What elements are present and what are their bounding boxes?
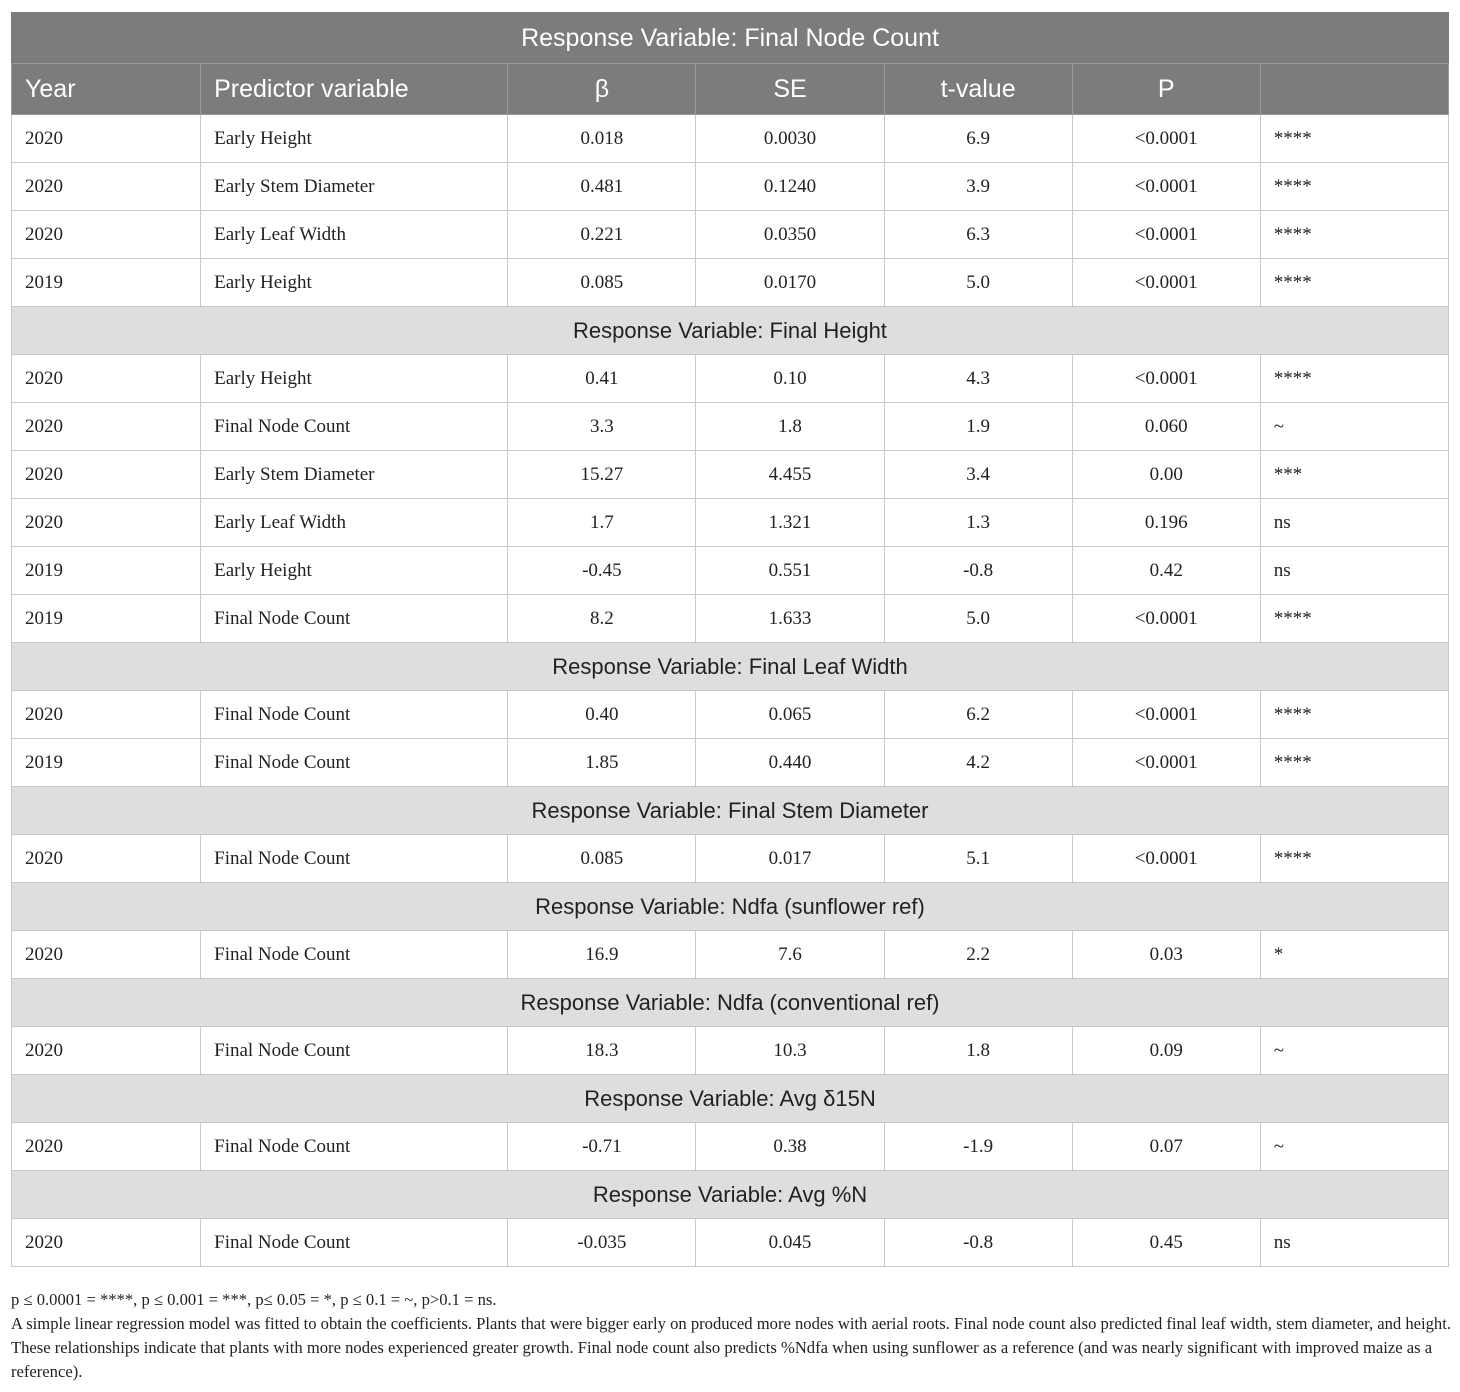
- section-response-label: Response Variable: Final Height: [12, 307, 1449, 355]
- year-cell: 2019: [12, 259, 201, 307]
- beta-cell: 8.2: [508, 595, 696, 643]
- p-cell: <0.0001: [1072, 163, 1260, 211]
- t-value-cell: 5.1: [884, 835, 1072, 883]
- t-value-cell: 1.3: [884, 499, 1072, 547]
- table-row: [12, 547, 1449, 595]
- section-response-label: Response Variable: Avg %N: [12, 1171, 1449, 1219]
- t-value-cell: -0.8: [884, 1219, 1072, 1267]
- section-header-row: [12, 1171, 1449, 1219]
- significance-cell: ~: [1260, 1027, 1448, 1075]
- section-response-label: Response Variable: Avg δ15N: [12, 1075, 1449, 1123]
- significance-cell: ****: [1260, 259, 1448, 307]
- predictor-cell: Final Node Count: [201, 1123, 508, 1171]
- se-cell: 0.0030: [696, 115, 884, 163]
- table-row: [12, 739, 1449, 787]
- t-value-cell: 5.0: [884, 595, 1072, 643]
- table-title-row: [12, 13, 1449, 64]
- t-value-cell: 1.9: [884, 403, 1072, 451]
- se-cell: 10.3: [696, 1027, 884, 1075]
- p-cell: <0.0001: [1072, 115, 1260, 163]
- p-cell: 0.196: [1072, 499, 1260, 547]
- se-cell: 0.38: [696, 1123, 884, 1171]
- t-value-cell: 1.8: [884, 1027, 1072, 1075]
- se-cell: 0.0170: [696, 259, 884, 307]
- table-notes: [11, 1288, 1451, 1384]
- table-row: [12, 115, 1449, 163]
- section-header-row: [12, 787, 1449, 835]
- predictor-cell: Final Node Count: [201, 835, 508, 883]
- section-header-row: [12, 1075, 1449, 1123]
- predictor-cell: Early Height: [201, 355, 508, 403]
- year-cell: 2020: [12, 163, 201, 211]
- table-caption: A simple linear regression model was fitted to obtain the coefficients. Plants that were bigger early on produced more nodes with aerial roots. Final node count also predicted final leaf width, stem diameter, and height. These relationships indicate that plants with more nodes experienced greater growth. Final node count also predicts %Ndfa when using sunflower as a reference (and was nearly significant with improved maize as a reference).: [11, 1314, 1451, 1381]
- table-row: [12, 1027, 1449, 1075]
- table-row: [12, 355, 1449, 403]
- t-value-cell: -0.8: [884, 547, 1072, 595]
- se-cell: 0.10: [696, 355, 884, 403]
- p-cell: 0.00: [1072, 451, 1260, 499]
- beta-cell: 18.3: [508, 1027, 696, 1075]
- table-row: [12, 595, 1449, 643]
- year-cell: 2020: [12, 1027, 201, 1075]
- table-row: [12, 1123, 1449, 1171]
- p-cell: <0.0001: [1072, 595, 1260, 643]
- beta-cell: 0.085: [508, 259, 696, 307]
- table-row: [12, 691, 1449, 739]
- section-header-row: [12, 883, 1449, 931]
- significance-cell: ****: [1260, 835, 1448, 883]
- beta-cell: 1.85: [508, 739, 696, 787]
- p-cell: 0.09: [1072, 1027, 1260, 1075]
- beta-cell: 3.3: [508, 403, 696, 451]
- significance-cell: *: [1260, 931, 1448, 979]
- section-header-row: [12, 643, 1449, 691]
- p-cell: 0.07: [1072, 1123, 1260, 1171]
- p-cell: <0.0001: [1072, 691, 1260, 739]
- header-t-value: t-value: [884, 64, 1072, 115]
- predictor-cell: Final Node Count: [201, 931, 508, 979]
- significance-cell: ****: [1260, 691, 1448, 739]
- beta-cell: 0.481: [508, 163, 696, 211]
- se-cell: 0.065: [696, 691, 884, 739]
- p-cell: <0.0001: [1072, 739, 1260, 787]
- header-se: SE: [696, 64, 884, 115]
- predictor-cell: Early Height: [201, 547, 508, 595]
- year-cell: 2020: [12, 1123, 201, 1171]
- section-header-row: [12, 307, 1449, 355]
- predictor-cell: Final Node Count: [201, 595, 508, 643]
- significance-cell: ns: [1260, 547, 1448, 595]
- p-cell: <0.0001: [1072, 355, 1260, 403]
- table-row: [12, 211, 1449, 259]
- se-cell: 0.551: [696, 547, 884, 595]
- t-value-cell: 6.3: [884, 211, 1072, 259]
- p-cell: <0.0001: [1072, 835, 1260, 883]
- beta-cell: -0.035: [508, 1219, 696, 1267]
- section-response-label: Response Variable: Final Stem Diameter: [12, 787, 1449, 835]
- significance-cell: ****: [1260, 739, 1448, 787]
- table-row: [12, 835, 1449, 883]
- predictor-cell: Final Node Count: [201, 403, 508, 451]
- year-cell: 2020: [12, 451, 201, 499]
- t-value-cell: 6.2: [884, 691, 1072, 739]
- column-header-row: [12, 64, 1449, 115]
- se-cell: 1.8: [696, 403, 884, 451]
- beta-cell: 0.018: [508, 115, 696, 163]
- se-cell: 0.045: [696, 1219, 884, 1267]
- year-cell: 2019: [12, 595, 201, 643]
- se-cell: 7.6: [696, 931, 884, 979]
- significance-legend: p ≤ 0.0001 = ****, p ≤ 0.001 = ***, p≤ 0.05 = *, p ≤ 0.1 = ~, p>0.1 = ns.: [11, 1290, 497, 1309]
- predictor-cell: Early Leaf Width: [201, 499, 508, 547]
- table-row: [12, 403, 1449, 451]
- beta-cell: 0.41: [508, 355, 696, 403]
- beta-cell: 0.221: [508, 211, 696, 259]
- predictor-cell: Final Node Count: [201, 1219, 508, 1267]
- p-cell: <0.0001: [1072, 259, 1260, 307]
- table-title: Response Variable: Final Node Count: [12, 13, 1449, 64]
- significance-cell: ****: [1260, 163, 1448, 211]
- significance-cell: ***: [1260, 451, 1448, 499]
- significance-cell: ****: [1260, 595, 1448, 643]
- regression-table: [11, 12, 1449, 1267]
- table-body: [12, 115, 1449, 1267]
- predictor-cell: Final Node Count: [201, 739, 508, 787]
- beta-cell: -0.71: [508, 1123, 696, 1171]
- se-cell: 4.455: [696, 451, 884, 499]
- year-cell: 2019: [12, 547, 201, 595]
- predictor-cell: Early Stem Diameter: [201, 451, 508, 499]
- predictor-cell: Early Stem Diameter: [201, 163, 508, 211]
- header-significance: [1260, 64, 1448, 115]
- beta-cell: 0.085: [508, 835, 696, 883]
- p-cell: <0.0001: [1072, 211, 1260, 259]
- se-cell: 1.321: [696, 499, 884, 547]
- year-cell: 2019: [12, 739, 201, 787]
- beta-cell: 1.7: [508, 499, 696, 547]
- t-value-cell: 4.3: [884, 355, 1072, 403]
- year-cell: 2020: [12, 211, 201, 259]
- year-cell: 2020: [12, 499, 201, 547]
- table-row: [12, 163, 1449, 211]
- section-response-label: Response Variable: Ndfa (sunflower ref): [12, 883, 1449, 931]
- year-cell: 2020: [12, 931, 201, 979]
- significance-cell: ****: [1260, 355, 1448, 403]
- beta-cell: -0.45: [508, 547, 696, 595]
- beta-cell: 0.40: [508, 691, 696, 739]
- beta-cell: 15.27: [508, 451, 696, 499]
- significance-cell: ****: [1260, 115, 1448, 163]
- header-p: P: [1072, 64, 1260, 115]
- predictor-cell: Early Height: [201, 259, 508, 307]
- t-value-cell: -1.9: [884, 1123, 1072, 1171]
- se-cell: 0.1240: [696, 163, 884, 211]
- section-response-label: Response Variable: Ndfa (conventional ref): [12, 979, 1449, 1027]
- year-cell: 2020: [12, 691, 201, 739]
- table-row: [12, 1219, 1449, 1267]
- se-cell: 1.633: [696, 595, 884, 643]
- significance-cell: ~: [1260, 1123, 1448, 1171]
- table-row: [12, 931, 1449, 979]
- year-cell: 2020: [12, 403, 201, 451]
- year-cell: 2020: [12, 1219, 201, 1267]
- se-cell: 0.017: [696, 835, 884, 883]
- significance-cell: ****: [1260, 211, 1448, 259]
- t-value-cell: 4.2: [884, 739, 1072, 787]
- section-header-row: [12, 979, 1449, 1027]
- predictor-cell: Final Node Count: [201, 691, 508, 739]
- header-beta: β: [508, 64, 696, 115]
- se-cell: 0.440: [696, 739, 884, 787]
- predictor-cell: Final Node Count: [201, 1027, 508, 1075]
- year-cell: 2020: [12, 835, 201, 883]
- beta-cell: 16.9: [508, 931, 696, 979]
- p-cell: 0.060: [1072, 403, 1260, 451]
- t-value-cell: 2.2: [884, 931, 1072, 979]
- se-cell: 0.0350: [696, 211, 884, 259]
- header-year: Year: [12, 64, 201, 115]
- table-row: [12, 499, 1449, 547]
- predictor-cell: Early Height: [201, 115, 508, 163]
- t-value-cell: 5.0: [884, 259, 1072, 307]
- table-row: [12, 451, 1449, 499]
- regression-table-container: [11, 12, 1449, 1267]
- p-cell: 0.42: [1072, 547, 1260, 595]
- year-cell: 2020: [12, 355, 201, 403]
- section-response-label: Response Variable: Final Leaf Width: [12, 643, 1449, 691]
- significance-cell: ns: [1260, 1219, 1448, 1267]
- significance-cell: ns: [1260, 499, 1448, 547]
- p-cell: 0.03: [1072, 931, 1260, 979]
- t-value-cell: 3.4: [884, 451, 1072, 499]
- table-row: [12, 259, 1449, 307]
- t-value-cell: 3.9: [884, 163, 1072, 211]
- year-cell: 2020: [12, 115, 201, 163]
- significance-cell: ~: [1260, 403, 1448, 451]
- t-value-cell: 6.9: [884, 115, 1072, 163]
- p-cell: 0.45: [1072, 1219, 1260, 1267]
- predictor-cell: Early Leaf Width: [201, 211, 508, 259]
- header-predictor: Predictor variable: [201, 64, 508, 115]
